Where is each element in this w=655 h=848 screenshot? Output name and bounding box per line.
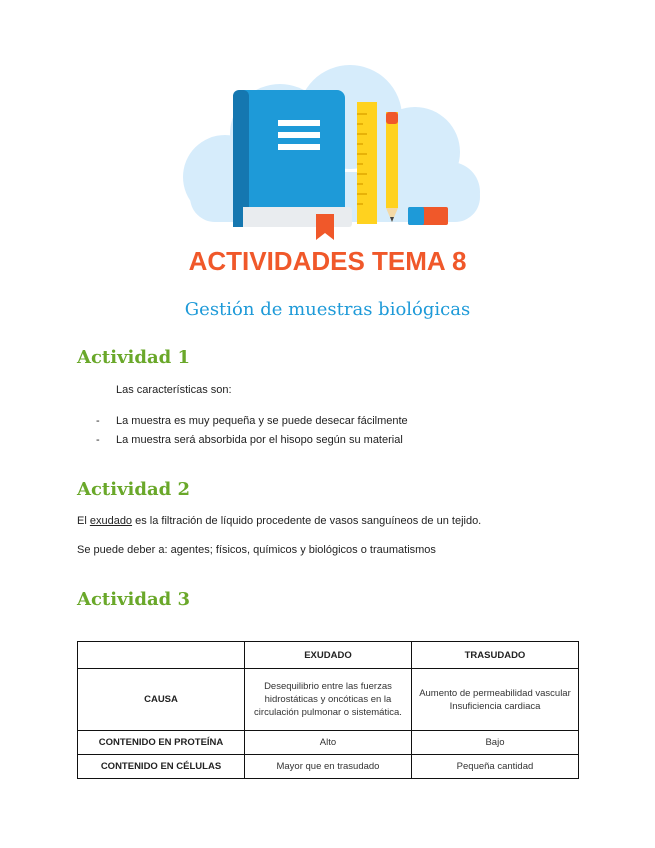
table-cell: Aumento de permeabilidad vascular Insuficiencia cardiaca xyxy=(411,669,578,731)
table-header-cell xyxy=(78,642,245,669)
ruler-icon xyxy=(357,102,377,224)
table-row xyxy=(78,731,579,755)
table-header-row xyxy=(78,642,579,669)
list-item xyxy=(96,434,403,446)
table-cell: Alto xyxy=(244,731,411,755)
page-subtitle: Gestión de muestras biológicas xyxy=(184,299,471,320)
book-icon xyxy=(233,90,352,240)
table-row xyxy=(78,755,579,779)
actividad-2-paragraph-1 xyxy=(77,515,481,527)
eraser-icon xyxy=(408,207,448,225)
table-cell: Pequeña cantidad xyxy=(411,755,578,779)
pencil-icon xyxy=(386,112,398,222)
table-cell: Mayor que en trasudado xyxy=(244,755,411,779)
comparison-table xyxy=(77,641,579,779)
list-item-text: La muestra es muy pequeña y se puede desecar fácilmente xyxy=(116,415,408,427)
paragraph-text: es la filtración de líquido procedente de vasos sanguíneos de un tejido. xyxy=(132,515,482,527)
actividad-2-heading: Actividad 2 xyxy=(77,479,191,500)
actividad-2-paragraph-2: Se puede deber a: agentes; físicos, químicos y biológicos o traumatismos xyxy=(77,544,436,556)
list-item xyxy=(96,415,408,427)
table-row-label: CAUSA xyxy=(78,669,245,731)
actividad-1-intro: Las características son: xyxy=(116,384,232,396)
books-illustration xyxy=(170,62,490,247)
table-row-label: CONTENIDO EN CÉLULAS xyxy=(78,755,245,779)
table-row xyxy=(78,669,579,731)
table-header-cell: TRASUDADO xyxy=(411,642,578,669)
table-cell: Desequilibrio entre las fuerzas hidrostáticas y oncóticas en la circulación pulmonar o sistemática. xyxy=(244,669,411,731)
list-item-text: La muestra será absorbida por el hisopo según su material xyxy=(116,434,403,446)
exudado-term: exudado xyxy=(89,515,133,527)
table-row-label: CONTENIDO EN PROTEÍNA xyxy=(78,731,245,755)
table-cell: Bajo xyxy=(411,731,578,755)
actividad-1-heading: Actividad 1 xyxy=(77,347,191,368)
list-dash: - xyxy=(96,415,100,427)
list-dash: - xyxy=(96,434,100,446)
actividad-3-heading: Actividad 3 xyxy=(77,589,191,610)
page-title: ACTIVIDADES TEMA 8 xyxy=(188,246,467,276)
paragraph-text: El xyxy=(77,515,90,527)
table-header-cell: EXUDADO xyxy=(244,642,411,669)
